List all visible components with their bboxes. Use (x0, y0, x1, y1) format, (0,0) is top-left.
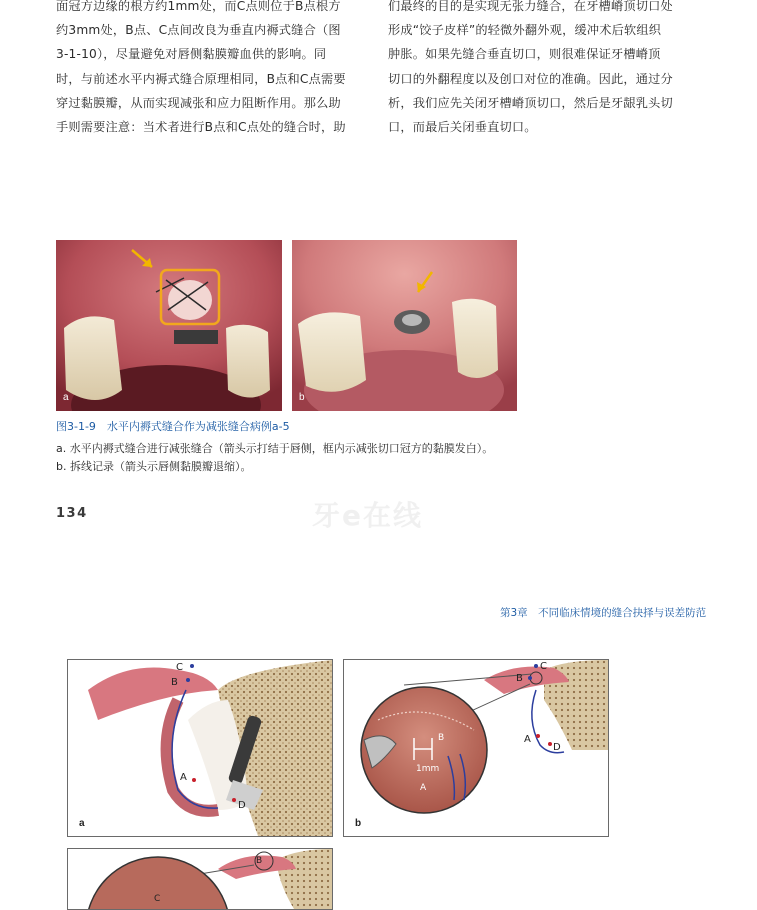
figure-caption-title: 图3-1-9 水平内褥式缝合作为减张缝合病例a-5 (56, 420, 290, 433)
point-b-dot (528, 676, 532, 680)
right-text-column (388, 0, 689, 139)
photo-a-label: a (63, 392, 69, 403)
point-a-label: A (180, 772, 187, 783)
right-line-1: 们最终的目的是实现无张力缝合，在牙槽嵴顶切口处 (388, 0, 673, 13)
right-line-2: 形成“饺子皮样”的轻微外翻外观，缓冲术后软组织 (388, 23, 662, 38)
point-d-label: D (553, 742, 561, 753)
point-a-dot (536, 734, 540, 738)
left-line-4: 时，与前述水平内褥式缝合原理相同，B点和C点需要 (56, 71, 346, 86)
zoom-letter-a: A (420, 783, 427, 793)
photo-b-label: b (299, 392, 305, 403)
right-line-6: 口，而最后关闭垂直切口。 (388, 120, 537, 135)
point-a-dot (192, 778, 196, 782)
point-c-dot (534, 664, 538, 668)
figure-caption-a: a. 水平内褥式缝合进行减张缝合（箭头示打结于唇侧，框内示减张切口冠方的黏膜发白）。 (56, 442, 494, 455)
point-b-label: B (256, 856, 263, 866)
clinical-photo-b-image (292, 240, 517, 411)
watermark: 牙e在线 (312, 499, 423, 532)
point-b-dot (186, 678, 190, 682)
point-b-label: B (516, 673, 523, 684)
right-line-3: 肿胀。如果先缝合垂直切口，则很难保证牙槽嵴顶 (388, 47, 661, 62)
zoom-letter-b: B (438, 733, 445, 743)
illustration-a-label: a (79, 818, 85, 829)
illustration-c-drawing (68, 849, 332, 909)
left-text-column (56, 0, 357, 139)
point-a-label: A (524, 734, 531, 745)
left-line-2: 约3mm处，B点、C点间改良为垂直内褥式缝合（图 (56, 23, 341, 38)
left-line-5: 穿过黏膜瓣，从而实现减张和应力阻断作用。那么助 (56, 95, 341, 110)
right-line-5: 析，我们应先关闭牙槽嵴顶切口，然后是牙龈乳头切 (388, 95, 673, 110)
point-c-label: C (540, 661, 547, 672)
page-number: 134 (56, 506, 88, 521)
illustration-a (67, 659, 333, 837)
left-line-1: 面冠方边缘的根方约1mm处，而C点则位于B点根方 (56, 0, 341, 13)
illustration-c (67, 848, 333, 910)
figure-caption-b: b. 拆线记录（箭头示唇侧黏膜瓣退缩）。 (56, 460, 252, 473)
illustration-b (343, 659, 609, 837)
clinical-photo-a (56, 240, 282, 411)
left-line-6: 手则需要注意：当术者进行B点和C点处的缝合时，助 (56, 120, 346, 135)
left-line-3: 3-1-10），尽量避免对唇侧黏膜瓣血供的影响。同 (56, 47, 327, 62)
point-c-label: C (176, 662, 183, 673)
point-d-dot (232, 798, 236, 802)
point-d-label: D (238, 800, 246, 811)
chapter-header: 第3章 不同临床情境的缝合抉择与误差防范 (500, 607, 707, 619)
right-line-4: 切口的外翻程度以及创口对位的准确。因此，通过分 (388, 71, 673, 86)
clinical-photo-a-image (56, 240, 282, 411)
illustration-b-label: b (355, 818, 362, 829)
clinical-photo-b (292, 240, 517, 411)
measure-label: 1mm (416, 764, 440, 774)
illustration-b-drawing (344, 660, 608, 836)
point-d-dot (548, 742, 552, 746)
point-b-label: B (171, 677, 178, 688)
point-c-dot (190, 664, 194, 668)
point-c-label: C (154, 894, 161, 904)
illustration-a-drawing (68, 660, 332, 836)
